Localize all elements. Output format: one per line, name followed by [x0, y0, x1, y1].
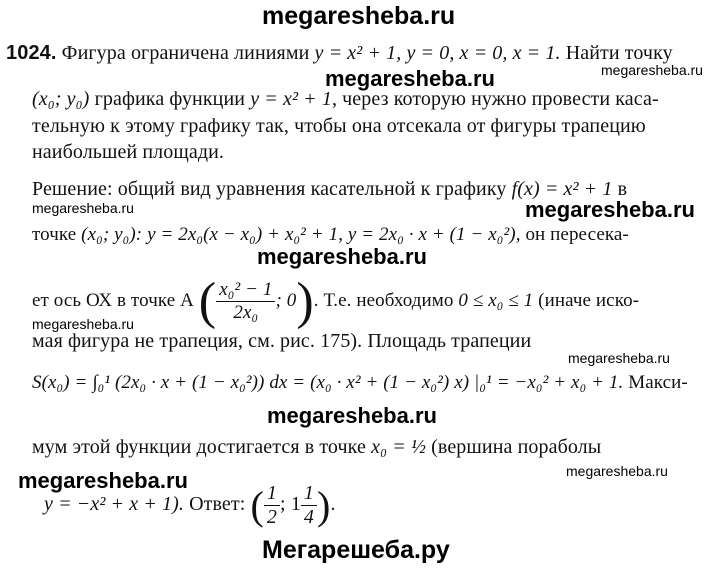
fraction-numerator: x₀² − 1 [216, 279, 275, 302]
solution-line-4: мая фигура не трапеция, см. рис. 175). Площадь трапеции [32, 330, 532, 352]
watermark-small: megaresheba.ru [601, 62, 703, 78]
watermark-mid: megaresheba.ru [267, 403, 437, 428]
solution-math: y = −x² + x + 1). [44, 493, 184, 516]
solution-inequality: 0 ≤ x₀ ≤ 1 [458, 289, 534, 311]
solution-text: ет ось ОХ в точке А [32, 289, 194, 311]
problem-text: графика функции [94, 88, 246, 110]
solution-text: он пересека- [525, 224, 629, 245]
problem-math: y = x² + 1 [250, 88, 332, 110]
solution-text: (вершина пораболы [431, 436, 602, 458]
solution-math: ; 0 [275, 289, 297, 311]
solution-text: . Т.е. необходимо [313, 289, 454, 311]
solution-line-7: y = −x² + x + 1). Ответ: ( $\frac{1}{2}$ ; 1 $\frac{1}{4}$ ). [44, 482, 336, 528]
answer-y [301, 482, 317, 529]
watermark-small: megaresheba.ru [32, 200, 134, 216]
solution-line-3: ет ось ОХ в точке А ( $\frac{\text{x₀² − 1}}{\text{2x₀}}$ ; 0). Т.е. необходимо 0 ≤ x₀ ≤ 1 (иначе иско- [32, 273, 640, 330]
problem-line-1 [6, 42, 673, 65]
problem-math: y = x² + 1, y = 0, x = 0, x = 1. [314, 42, 561, 64]
solution-point: (x₀; y₀): [81, 224, 143, 245]
solution-text: в [617, 178, 628, 200]
watermark-mid: megaresheba.ru [18, 468, 188, 493]
problem-number: 1024. [6, 42, 57, 64]
area-integral: S(x₀) = ∫₀¹ (2x₀ · x + (1 − x₀²)) dx = (x₀ · x² + (1 − x₀²) x) |₀¹ = −x₀² + x₀ + 1. [32, 372, 624, 393]
fraction-denominator: 2x₀ [233, 302, 259, 323]
watermark-small: megaresheba.ru [32, 316, 134, 332]
watermark-mid: megaresheba.ru [525, 197, 695, 222]
solution-text: Решение: общий вид уравнения касательной к графику [32, 178, 507, 200]
problem-point: (x₀; y₀) [32, 88, 90, 110]
problem-line-2 [32, 88, 659, 111]
solution-text: точке [32, 224, 77, 245]
solution-math: y = 2x₀ · x + (1 − x₀²), [347, 224, 521, 245]
answer-y-den: 4 [303, 506, 315, 528]
solution-math: y = 2x₀(x − x₀) + x₀² + 1, [147, 224, 344, 245]
answer-x-num: 1 [264, 482, 280, 506]
solution-line-2 [32, 224, 629, 246]
answer-x-den: 2 [266, 506, 278, 528]
solution-text: (иначе иско- [538, 289, 640, 311]
problem-text: Фигура ограничена линиями [61, 42, 310, 64]
watermark-top: megaresheba.ru [262, 2, 456, 30]
problem-line-4: наибольшей площади. [32, 141, 225, 163]
watermark-small: megaresheba.ru [566, 463, 668, 479]
watermark-small: megaresheba.ru [568, 350, 670, 366]
answer-label: Ответ: [189, 493, 246, 516]
solution-line-1 [32, 178, 627, 201]
solution-math: f(x) = x² + 1 [511, 178, 613, 200]
solution-math: x₀ = ½ [371, 436, 427, 458]
answer-y-num: 1 [301, 482, 317, 506]
answer-x [264, 482, 280, 529]
watermark-mid: megaresheba.ru [325, 66, 495, 91]
solution-text: Макси- [628, 372, 688, 393]
point-a-fraction [216, 279, 275, 324]
watermark-bottom: Мегарешеба.ру [262, 536, 450, 564]
answer-y-whole: 1 [290, 493, 301, 516]
solution-text: мум этой функции достигается в точке [32, 436, 366, 458]
problem-line-3: тельную к этому графику так, чтобы она отсекала от фигуры трапецию [32, 115, 646, 137]
problem-text: , через которую нужно провести каса- [331, 88, 659, 110]
solution-line-5 [32, 372, 688, 394]
problem-text: Найти точку [565, 42, 673, 64]
watermark-mid: megaresheba.ru [257, 244, 427, 269]
solution-line-6 [32, 436, 601, 459]
